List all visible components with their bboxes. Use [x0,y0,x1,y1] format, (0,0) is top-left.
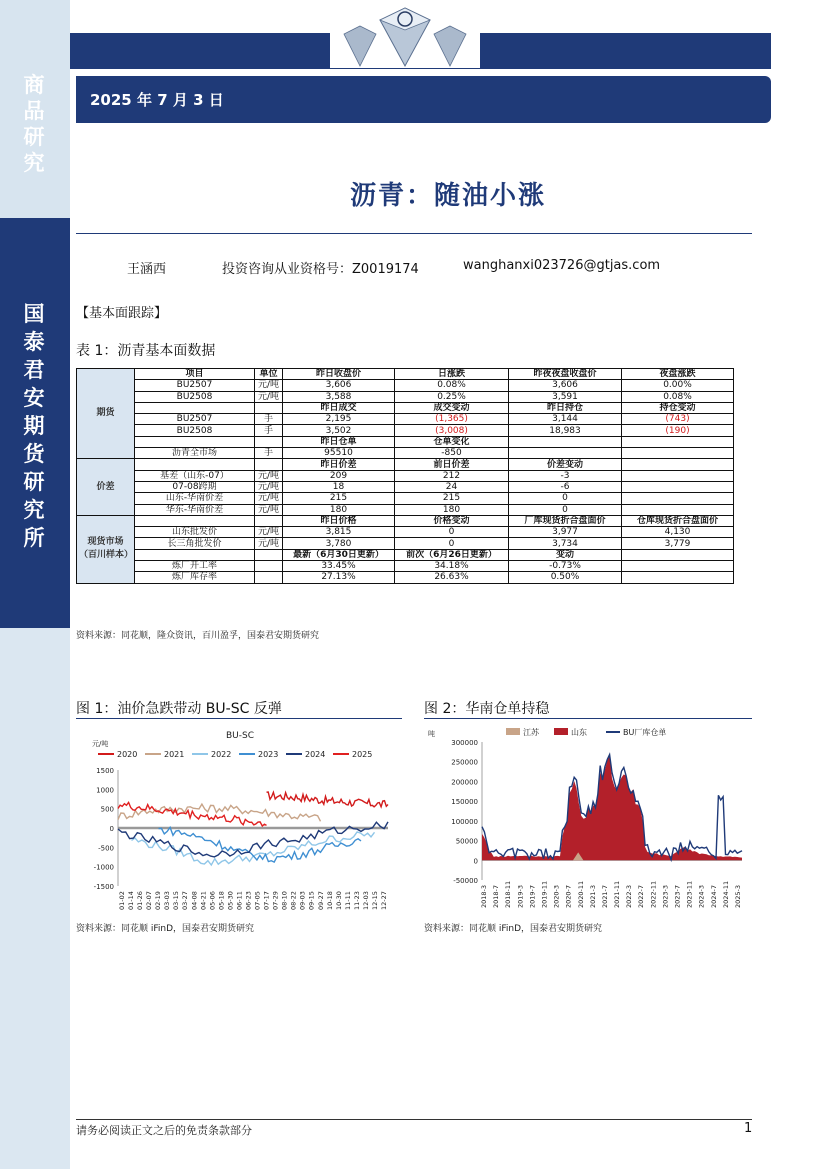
table-cell [622,481,734,492]
table-cell: (743) [622,414,734,425]
figure1-title: 图 1：油价急跌带动 BU-SC 反弹 [76,701,282,717]
x-tick-label: 2018-3 [480,884,488,908]
sidebar-category-label: 商 品 研 究 [23,73,45,175]
table-row [77,436,734,447]
table-cell [622,470,734,481]
y-tick-label: 50000 [455,837,478,846]
sidebar-institute-label: 国 泰 君 安 期 货 研 究 所 [23,302,45,550]
table-cell: 昨日仓单 [283,436,395,447]
table-row [77,414,734,425]
table-cell: 180 [283,504,395,515]
table-row [77,470,734,481]
table-cell: 元/吨 [255,504,283,515]
figure2-source: 资料来源：同花顺 iFinD，国泰君安期货研究 [424,924,603,934]
report-title: 沥青：随油小涨 [349,181,546,211]
table-row [77,538,734,549]
table-row [77,527,734,538]
table-cell: 18,983 [509,425,622,436]
table-cell: 手 [255,425,283,436]
legend-swatch [506,728,520,735]
table-cell: 0 [509,504,622,515]
table-cell [255,561,283,572]
table-cell: 夜盘涨跌 [622,369,734,380]
title-divider [76,233,752,234]
legend-swatch [554,728,568,735]
x-tick-label: 2019-7 [528,884,537,908]
figure1-divider [76,718,402,719]
table-cell [622,549,734,560]
table-cell: 元/吨 [255,391,283,402]
x-tick-label: 2019-11 [540,880,549,908]
x-tick-label: 2025-3 [734,884,742,908]
x-tick-label: 04-21 [199,891,208,910]
diamond-logo-icon [330,0,480,68]
x-tick-label: 10-18 [325,891,334,910]
table-group-label: 价差 [77,459,135,515]
x-tick-label: 08-22 [289,891,298,910]
x-tick-label: 2021-7 [600,884,609,908]
table-cell: 3,815 [283,527,395,538]
figure2-divider [424,718,752,719]
author-qualification: 投资咨询从业资格号：Z0019174 [222,262,419,277]
table-cell: 项目 [135,369,255,380]
table-row [77,459,734,470]
y-tick-label: -1500 [93,883,114,891]
table-cell: 山东批发价 [135,527,255,538]
x-tick-label: 03-03 [163,891,172,910]
table-cell: BU2508 [135,425,255,436]
table-cell [135,459,255,470]
table-cell: 3,588 [283,391,395,402]
table-row [77,369,734,380]
table-row [77,504,734,515]
x-tick-label: 02-07 [145,891,154,910]
y-tick-label: 0 [109,825,114,833]
x-tick-label: 09-15 [307,891,316,910]
x-tick-label: 09-03 [298,891,307,910]
table-row [77,402,734,413]
date-bar [76,76,771,123]
table-cell: 3,502 [283,425,395,436]
table-cell [255,572,283,583]
series-line-2025 [118,802,267,826]
figure1-source: 资料来源：同花顺 iFinD，国泰君安期货研究 [76,924,255,934]
table-cell: 元/吨 [255,493,283,504]
table-cell: 0.08% [395,380,509,391]
table-cell [135,402,255,413]
page-number: 1 [744,1121,753,1136]
table-cell: 26.63% [395,572,509,583]
footer-disclaimer: 请务必阅读正文之后的免责条款部分 [76,1124,252,1137]
table-title: 表 1：沥青基本面数据 [76,343,216,359]
x-tick-label: 2020-7 [564,884,573,908]
x-tick-label: 07-17 [262,891,271,910]
table-cell [135,515,255,526]
footer-divider [76,1119,752,1120]
table-row [77,380,734,391]
table-cell: 3,144 [509,414,622,425]
table-cell [622,436,734,447]
x-tick-label: 11-23 [352,891,361,910]
table-cell: -3 [509,470,622,481]
x-tick-label: 08-10 [280,891,289,910]
y-tick-label: -500 [98,844,114,853]
x-tick-label: 03-27 [181,891,190,910]
table-cell: 0.50% [509,572,622,583]
legend-label: 2024 [305,750,326,759]
y-tick-label: 1500 [96,767,114,775]
x-tick-label: 2021-11 [613,880,622,908]
table-cell: 215 [283,493,395,504]
x-tick-label: 06-11 [235,891,244,910]
table-cell: -6 [509,481,622,492]
x-tick-label: 2024-11 [721,880,730,908]
table-cell [509,436,622,447]
table-cell: 基差（山东-07） [135,470,255,481]
table-cell [622,448,734,459]
table-cell [255,402,283,413]
x-tick-label: 06-23 [244,891,253,910]
x-tick-label: 2023-7 [673,884,682,908]
x-tick-label: 01-26 [136,891,145,910]
table-cell: 07-08跨期 [135,481,255,492]
x-tick-label: 05-30 [226,891,235,910]
legend-label: 2021 [164,750,185,759]
table-cell: 手 [255,414,283,425]
legend-label: 2022 [211,750,232,759]
table-cell: 3,591 [509,391,622,402]
series-line-2023 [159,827,362,862]
y-tick-label: 200000 [451,778,478,787]
x-tick-label: 04-08 [190,891,199,910]
report-date: 2025 年 7 月 3 日 [90,91,224,109]
y-tick-label: 1000 [96,786,114,795]
table-cell: 成交变动 [395,402,509,413]
table-cell: 元/吨 [255,481,283,492]
x-tick-label: 07-05 [253,891,262,910]
section-heading: 【基本面跟踪】 [76,306,168,321]
table-cell [255,549,283,560]
x-tick-label: 2024-7 [709,884,718,908]
x-tick-label: 2022-3 [625,884,634,908]
legend-label: 2025 [352,750,373,759]
table-cell: 24 [395,481,509,492]
x-tick-label: 01-14 [127,891,136,910]
table-row [77,572,734,583]
x-tick-label: 2023-3 [661,884,670,908]
table-cell: 前次（6月26日更新） [395,549,509,560]
table-cell: 180 [395,504,509,515]
sidebar-middle [0,218,70,628]
y-tick-label: 0 [473,857,478,866]
table-cell: 华东-华南价差 [135,504,255,515]
legend-label: 山东 [571,728,587,737]
table-cell [135,549,255,560]
y-tick-label: -1000 [93,863,114,872]
table-row [77,515,734,526]
table-cell: 3,780 [283,538,395,549]
table-cell: 3,606 [509,380,622,391]
series-line-2020 [267,792,389,807]
x-tick-label: 12-15 [370,891,379,910]
table-cell: 元/吨 [255,470,283,481]
x-tick-label: 2018-11 [504,880,513,908]
table-cell: 前日价差 [395,459,509,470]
table-cell [622,572,734,583]
table-cell: 仓单变化 [395,436,509,447]
table-row [77,425,734,436]
table-cell: 3,734 [509,538,622,549]
table-cell: 长三角批发价 [135,538,255,549]
table-cell: 0 [509,493,622,504]
y-tick-label: 300000 [451,739,478,747]
table-row [77,549,734,560]
table-cell: 元/吨 [255,538,283,549]
warehouse-receipt-chart [424,722,752,914]
y-tick-label: -50000 [453,877,478,885]
table-cell: 0 [395,538,509,549]
table-cell: 价差变动 [509,459,622,470]
table-cell: -0.73% [509,561,622,572]
author-email[interactable]: wanghanxi023726@gtjas.com [463,258,661,273]
table-cell: 持仓变动 [622,402,734,413]
table-cell: 昨日价格 [283,515,395,526]
table-cell: 33.45% [283,561,395,572]
table-cell [622,493,734,504]
x-tick-label: 2020-11 [576,880,585,908]
x-tick-label: 2020-3 [552,884,561,908]
table-cell: 212 [395,470,509,481]
chart-title: BU-SC [226,731,255,741]
table-cell: 炼厂开工率 [135,561,255,572]
table-cell: 昨日收盘价 [283,369,395,380]
table-source: 资料来源：同花顺，隆众资讯，百川盈孚，国泰君安期货研究 [76,631,320,641]
table-cell: 18 [283,481,395,492]
x-tick-label: 02-19 [154,891,163,910]
table-cell: 日涨跌 [395,369,509,380]
table-cell: 山东-华南价差 [135,493,255,504]
legend-label: 2023 [258,750,279,759]
y-axis-unit: 元/吨 [92,740,109,748]
table-row [77,481,734,492]
table-cell: (190) [622,425,734,436]
x-tick-label: 2018-7 [492,884,501,908]
x-tick-label: 2021-3 [588,884,597,908]
table-cell: 价格变动 [395,515,509,526]
table-cell: 厂库现货折合盘面价 [509,515,622,526]
table-cell: 手 [255,448,283,459]
table-cell: (3,008) [395,425,509,436]
table-cell [622,459,734,470]
table-cell: BU2507 [135,380,255,391]
x-tick-label: 01-02 [118,891,126,910]
y-tick-label: 150000 [451,798,478,807]
table-cell: 昨日持仓 [509,402,622,413]
table-cell: 2,195 [283,414,395,425]
x-tick-label: 2019-3 [516,884,525,908]
table-cell: 34.18% [395,561,509,572]
table-cell [255,436,283,447]
table-group-label: 现货市场（百川样本） [77,515,135,583]
table-cell: 昨夜夜盘收盘价 [509,369,622,380]
table-row [77,448,734,459]
table-cell: 0.25% [395,391,509,402]
table-cell: 沥青全市场 [135,448,255,459]
table-cell: 95510 [283,448,395,459]
x-tick-label: 2022-7 [637,884,646,908]
table-group-label: 期货 [77,369,135,459]
table-cell [255,515,283,526]
series-line-2022 [132,832,375,865]
table-cell: 元/吨 [255,380,283,391]
table-cell: 215 [395,493,509,504]
table-cell: 最新（6月30日更新） [283,549,395,560]
legend-label: 江苏 [523,728,539,737]
table-cell: 0 [395,527,509,538]
y-axis-unit: 吨 [428,730,435,738]
fundamentals-table [76,368,734,584]
legend-label: 2020 [117,750,138,759]
table-row [77,493,734,504]
x-tick-label: 10-30 [334,891,343,910]
table-cell [622,504,734,515]
legend-label: BU厂库仓单 [623,728,667,737]
figure2-title: 图 2：华南仓单持稳 [424,701,550,717]
table-cell: -850 [395,448,509,459]
table-cell: 变动 [509,549,622,560]
sidebar-bottom [0,628,70,1169]
x-tick-label: 2023-11 [685,880,694,908]
table-cell: 0.08% [622,391,734,402]
y-tick-label: 500 [100,805,114,814]
table-cell [135,436,255,447]
table-cell: 昨日成交 [283,402,395,413]
x-tick-label: 2022-11 [649,880,658,908]
table-cell [622,561,734,572]
table-cell [255,459,283,470]
table-cell: 昨日价差 [283,459,395,470]
table-cell: 27.13% [283,572,395,583]
table-cell: 炼厂库存率 [135,572,255,583]
table-cell: 3,606 [283,380,395,391]
x-tick-label: 03-15 [172,891,181,910]
x-tick-label: 09-27 [316,891,325,910]
x-tick-label: 12-03 [361,891,370,910]
table-cell: (1,365) [395,414,509,425]
table-cell: 209 [283,470,395,481]
table-cell: 3,779 [622,538,734,549]
table-row [77,561,734,572]
x-tick-label: 2024-3 [697,884,706,908]
table-cell: 3,977 [509,527,622,538]
x-tick-label: 12-27 [380,891,388,910]
table-cell: 4,130 [622,527,734,538]
author-name: 王涵西 [127,262,167,277]
x-tick-label: 07-29 [271,891,280,910]
x-tick-label: 05-06 [208,891,217,910]
table-cell: BU2508 [135,391,255,402]
table-cell: 仓库现货折合盘面价 [622,515,734,526]
table-cell: 0.00% [622,380,734,391]
table-row [77,391,734,402]
table-cell: BU2507 [135,414,255,425]
table-cell: 元/吨 [255,527,283,538]
bu-sc-spread-chart [76,722,402,914]
table-cell [509,448,622,459]
y-tick-label: 100000 [451,817,478,826]
x-tick-label: 05-18 [217,891,226,910]
table-cell: 单位 [255,369,283,380]
y-tick-label: 250000 [451,758,478,767]
x-tick-label: 11-11 [343,891,352,910]
